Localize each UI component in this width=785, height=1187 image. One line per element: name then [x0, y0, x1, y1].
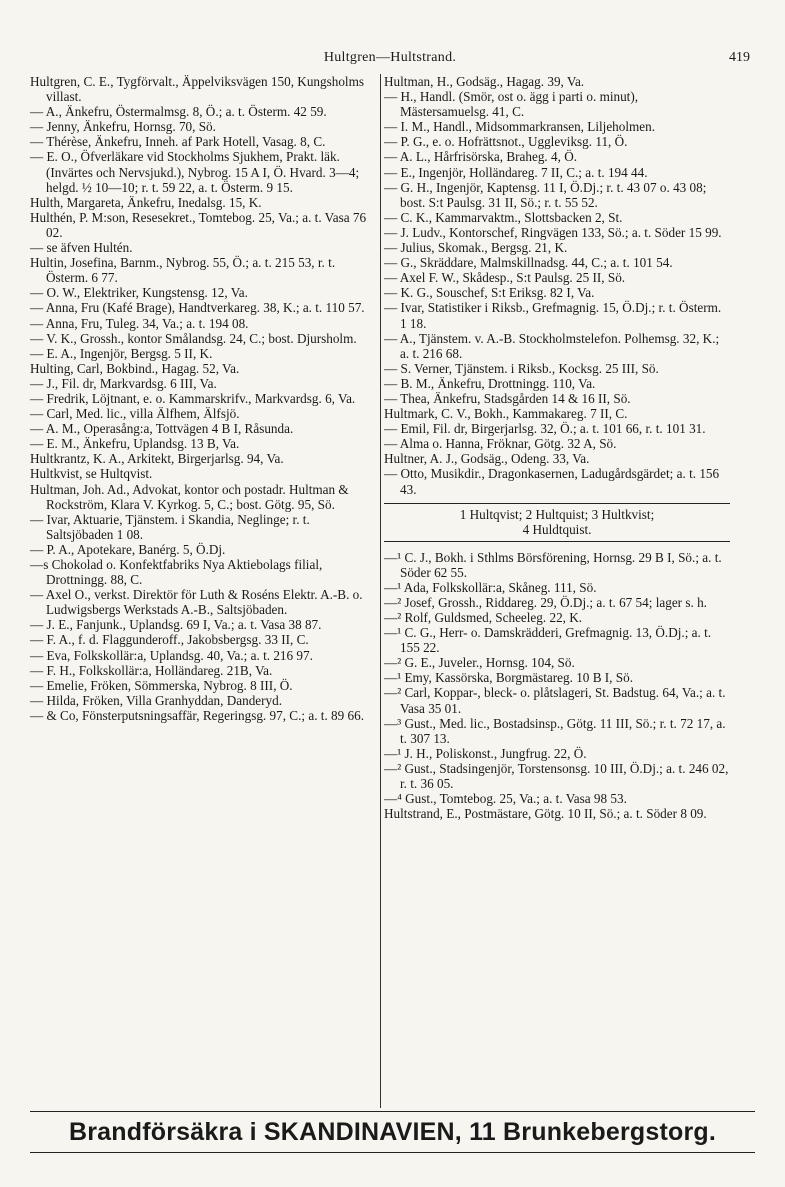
footer-advertisement: Brandförsäkra i SKANDINAVIEN, 11 Brunkebergstorg.: [69, 1118, 716, 1146]
directory-entry: Hultman, Joh. Ad., Advokat, kontor och postadr. Hultman & Rockström, Klara V. Kyrkog. 5, C.; bost. Götg. 95, Sö.: [30, 481, 349, 512]
directory-entry: —³ Gust., Med. lic., Bostadsinsp., Götg. 11 III, Sö.; r. t. 72 17, a. t. 307 13.: [384, 715, 726, 746]
directory-entry: Hulth, Margareta, Änkefru, Inedalsg. 15, K.: [30, 194, 262, 210]
directory-entry: — Axel F. W., Skådesp., S:t Paulsg. 25 II, Sö.: [384, 270, 626, 286]
right-column: [384, 74, 730, 821]
directory-entry: Hultmark, C. V., Bokh., Kammakareg. 7 II, C.: [384, 406, 628, 422]
name-variants-box: [384, 503, 730, 542]
directory-entry: — F. H., Folkskollär:a, Holländareg. 21B, Va.: [30, 662, 273, 678]
directory-entry: —⁴ Gust., Tomtebog. 25, Va.; a. t. Vasa 98 53.: [384, 791, 627, 807]
right-column-bottom: [384, 550, 730, 822]
directory-entry: — Carl, Med. lic., villa Älfhem, Älfsjö.: [30, 406, 240, 422]
directory-entry: — Fredrik, Löjtnant, e. o. Kammarskrifv., Markvardsg. 6, Va.: [30, 390, 356, 406]
directory-entry: —² Rolf, Guldsmed, Scheeleg. 22, K.: [384, 610, 583, 625]
directory-entry: —¹ C. J., Bokh. i Sthlms Börsförening, Hornsg. 29 B I, Sö.; a. t. Söder 62 55.: [384, 549, 722, 580]
directory-entry: — Axel O., verkst. Direktör för Luth & Roséns Elektr. A.-B. o. Ludwigsbergs Werkstads A.-B., Saltsjöbaden.: [30, 587, 363, 618]
directory-entry: — Thérèse, Änkefru, Inneh. af Park Hotell, Vasag. 8, C.: [30, 134, 326, 150]
directory-entry: — A. L., Hårfrisörska, Braheg. 4, Ö.: [384, 149, 578, 165]
directory-entry: —¹ Ada, Folkskollär:a, Skåneg. 111, Sö.: [384, 579, 597, 595]
directory-entry: — A., Änkefru, Östermalmsg. 8, Ö.; a. t. Österm. 42 59.: [30, 104, 327, 120]
directory-entry: — I. M., Handl., Midsommarkransen, Liljeholmen.: [384, 119, 656, 135]
directory-entry: — Ivar, Statistiker i Riksb., Grefmagnig. 15, Ö.Dj.; r. t. Österm. 1 18.: [384, 300, 722, 331]
directory-entry: Hultgren, C. E., Tygförvalt., Äppelviksvägen 150, Kungsholms villast.: [30, 74, 364, 105]
directory-entry: — Thea, Änkefru, Stadsgården 14 & 16 II, Sö.: [384, 390, 631, 406]
directory-entry: — F. A., f. d. Flaggunderoff., Jakobsbergsg. 33 II, C.: [30, 632, 309, 648]
directory-entry: — O. W., Elektriker, Kungstensg. 12, Va.: [30, 285, 248, 301]
directory-entry: — C. K., Kammarvaktm., Slottsbacken 2, St.: [384, 209, 623, 225]
directory-entry: — Emelie, Fröken, Sömmerska, Nybrog. 8 III, Ö.: [30, 677, 293, 693]
directory-entry: Hultstrand, E., Postmästare, Götg. 10 II, Sö.; a. t. Söder 8 09.: [384, 806, 707, 822]
page-title: Hultgren—Hultstrand.: [323, 50, 457, 65]
right-column-top: [384, 74, 730, 497]
directory-entry: —² Gust., Stadsingenjör, Torstensonsg. 10 III, Ö.Dj.; a. t. 246 02, r. t. 36 05.: [384, 760, 729, 792]
directory-entry: Hulting, Carl, Bokbind., Hagag. 52, Va.: [30, 360, 240, 376]
directory-entry: — P. A., Apotekare, Banérg. 5, Ö.Dj.: [30, 541, 226, 557]
directory-entry: — Anna, Fru (Kafé Brage), Handtverkareg. 38, K.; a. t. 110 57.: [30, 300, 365, 316]
footer-rule-top: [30, 1111, 755, 1112]
directory-entry: — G. H., Ingenjör, Kaptensg. 11 I, Ö.Dj.; r. t. 43 07 o. 43 08; bost. S:t Paulsg. 31 II, Sö.; r. t. 55 52.: [384, 179, 707, 210]
directory-entry: Hultkrantz, K. A., Arkitekt, Birgerjarlsg. 94, Va.: [30, 451, 284, 467]
directory-entry: —¹ Emy, Kassörska, Borgmästareg. 10 B I, Sö.: [384, 670, 633, 686]
directory-entry: —² Josef, Grossh., Riddareg. 29, Ö.Dj.; a. t. 67 54; lager s. h.: [384, 594, 707, 610]
name-variants-line: 4 Huldtquist.: [522, 521, 592, 537]
directory-entry: — Eva, Folkskollär:a, Uplandsg. 40, Va.; a. t. 216 97.: [30, 647, 313, 663]
directory-entry: — E. O., Öfverläkare vid Stockholms Sjukhem, Prakt. läk. (Invärtes och Nervsjukd.), Nybrog. 15 A I, Ö. Hvard. 3—4; helgd. ½ 10—10; r. t. 59 22, a. t. Österm. 9 15.: [30, 149, 360, 195]
directory-entry: — Otto, Musikdir., Dragonkasernen, Ladugårdsgärdet; a. t. 156 43.: [384, 466, 720, 497]
directory-entry: —¹ J. H., Poliskonst., Jungfrug. 22, Ö.: [384, 745, 587, 761]
directory-entry: — J. E., Fanjunk., Uplandsg. 69 I, Va.; a. t. Vasa 38 87.: [30, 617, 322, 633]
directory-entry: — Anna, Fru, Tuleg. 34, Va.; a. t. 194 08.: [30, 315, 249, 331]
directory-entry: — Hilda, Fröken, Villa Granhyddan, Danderyd.: [30, 692, 283, 708]
directory-entry: — E., Ingenjör, Holländareg. 7 II, C.; a. t. 194 44.: [384, 164, 648, 180]
directory-entry: — A. M., Operasång:a, Tottvägen 4 B I, Råsunda.: [30, 421, 294, 437]
directory-entry: — J. Ludv., Kontorschef, Ringvägen 133, Sö.; a. t. Söder 15 99.: [384, 224, 722, 240]
directory-entry: — P. G., e. o. Hofrättsnot., Uggleviksg. 11, Ö.: [384, 134, 628, 150]
directory-entry: — J., Fil. dr, Markvardsg. 6 III, Va.: [30, 375, 217, 391]
directory-entry: Hultkvist, se Hultqvist.: [30, 466, 153, 482]
name-variants-line: 1 Hultqvist; 2 Hultquist; 3 Hultkvist;: [459, 506, 655, 522]
directory-entry: Hultman, H., Godsäg., Hagag. 39, Va.: [384, 74, 585, 89]
directory-entry: — Jenny, Änkefru, Hornsg. 70, Sö.: [30, 119, 216, 135]
directory-entry: Hulthén, P. M:son, Resesekret., Tomtebog. 25, Va.; a. t. Vasa 76 02.: [30, 209, 367, 240]
directory-entry: — Alma o. Hanna, Fröknar, Götg. 32 A, Sö.: [384, 436, 617, 452]
directory-entry: —² G. E., Juveler., Hornsg. 104, Sö.: [384, 655, 575, 671]
left-column: [30, 74, 378, 723]
directory-entry: — V. K., Grossh., kontor Smålandsg. 24, C.; bost. Djursholm.: [30, 330, 357, 346]
page-header: [30, 50, 750, 72]
directory-entry: — se äfven Hultén.: [30, 240, 133, 256]
directory-entry: —² Carl, Koppar-, bleck- o. plåtslageri, St. Badstug. 64, Va.; a. t. Vasa 35 01.: [384, 685, 726, 716]
directory-entry: — E. M., Änkefru, Uplandsg. 13 B, Va.: [30, 436, 240, 452]
directory-entry: — K. G., Souschef, S:t Eriksg. 82 I, Va.: [384, 285, 595, 301]
directory-entry: — Ivar, Aktuarie, Tjänstem. i Skandia, Neglinge; r. t. Saltsjöbaden 1 08.: [30, 511, 310, 542]
directory-entry: Hultin, Josefina, Barnm., Nybrog. 55, Ö.; a. t. 215 53, r. t. Österm. 6 77.: [30, 255, 336, 286]
directory-entry: Hultner, A. J., Godsäg., Odeng. 33, Va.: [384, 451, 590, 467]
directory-entry: —¹ C. G., Herr- o. Damskrädderi, Grefmagnig. 13, Ö.Dj.; a. t. 155 22.: [384, 625, 712, 656]
directory-entry: — & Co, Fönsterputsningsaffär, Regeringsg. 97, C.; a. t. 89 66.: [30, 707, 365, 723]
directory-entry: — H., Handl. (Smör, ost o. ägg i parti o. minut), Mästersamuelsg. 41, C.: [384, 89, 639, 120]
directory-entry: — G., Skräddare, Malmskillnadsg. 44, C.; a. t. 101 54.: [384, 255, 673, 271]
directory-entry: — B. M., Änkefru, Drottningg. 110, Va.: [384, 375, 596, 391]
footer-rule-bottom: [30, 1152, 755, 1153]
directory-entry: — E. A., Ingenjör, Bergsg. 5 II, K.: [30, 345, 213, 361]
directory-entry: — Julius, Skomak., Bergsg. 21, K.: [384, 240, 568, 256]
column-divider: [380, 74, 381, 1108]
directory-entry: —s Chokolad o. Konfektfabriks Nya Aktiebolags filial, Drottningg. 88, C.: [30, 557, 323, 588]
directory-entry: — Emil, Fil. dr, Birgerjarlsg. 32, Ö.; a. t. 101 66, r. t. 101 31.: [384, 421, 706, 437]
directory-entry: — S. Verner, Tjänstem. i Riksb., Kocksg. 25 III, Sö.: [384, 360, 659, 376]
directory-entry: — A., Tjänstem. v. A.-B. Stockholmstelefon. Polhemsg. 32, K.; a. t. 216 68.: [384, 330, 720, 361]
page-number: 419: [729, 50, 750, 65]
